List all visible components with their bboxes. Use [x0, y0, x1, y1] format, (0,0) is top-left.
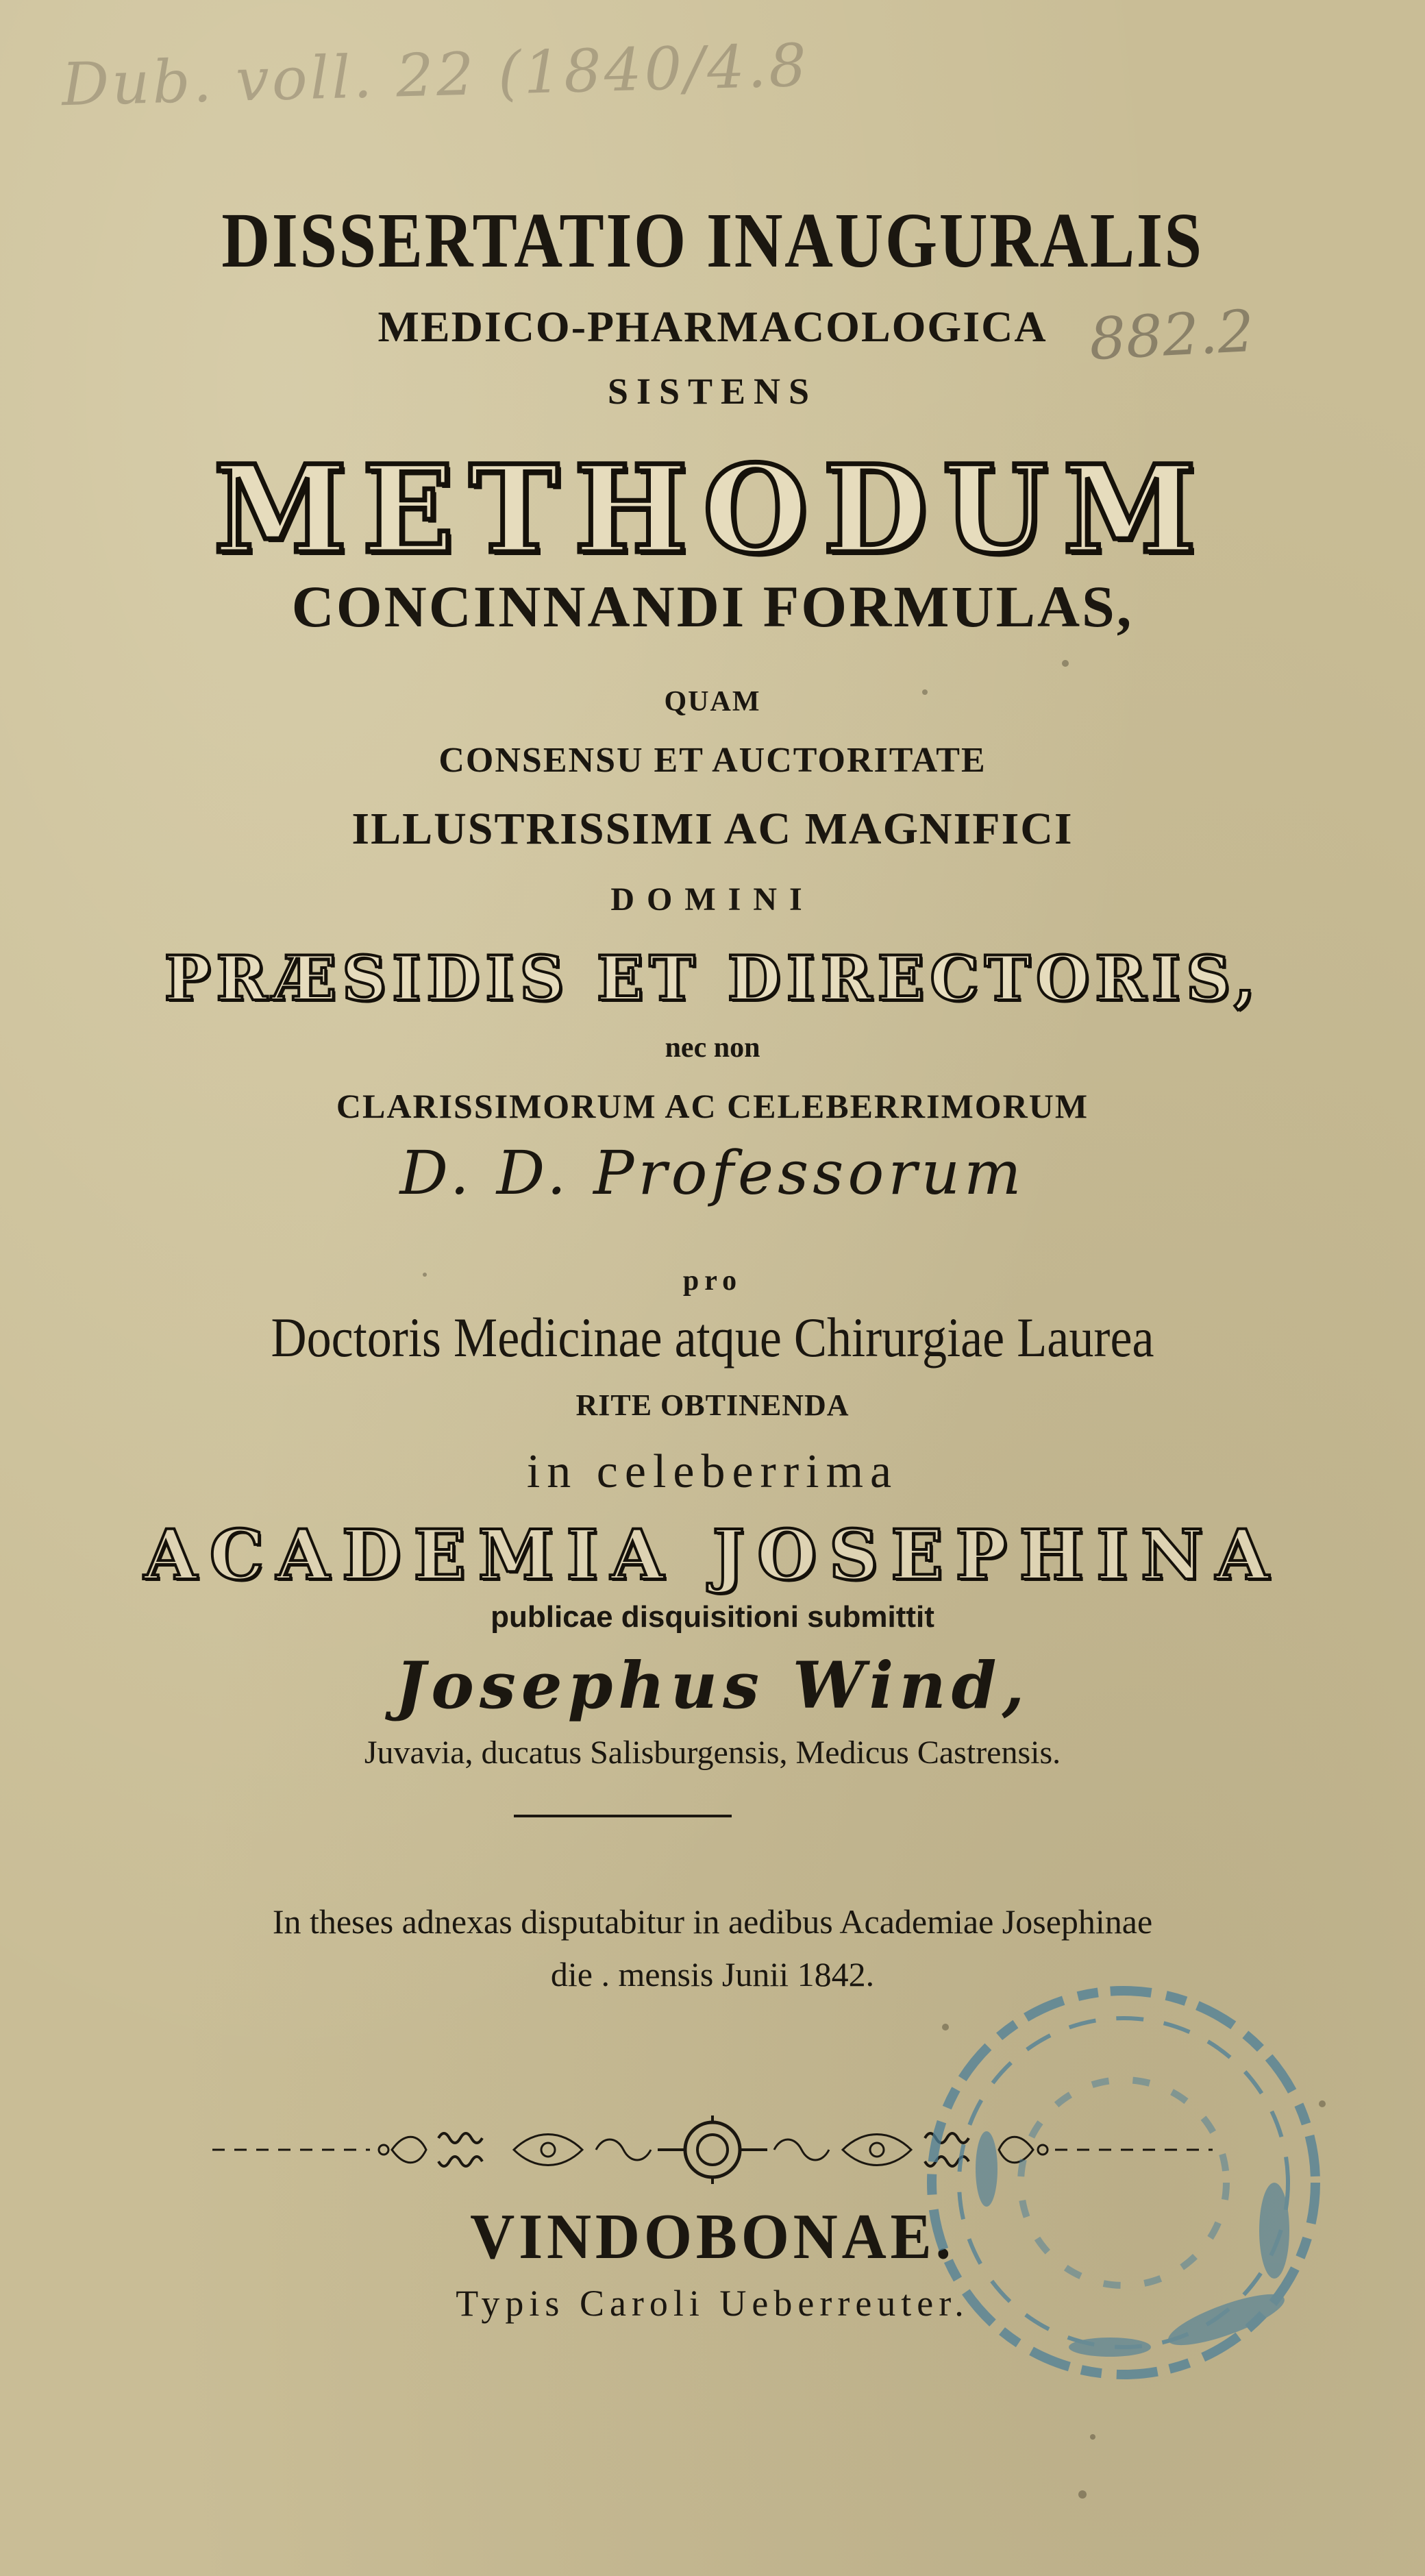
line-in-celeberrima: in celeberrima — [526, 1445, 899, 1498]
title-medico-pharmacologica: MEDICO-PHARMACOLOGICA — [377, 302, 1048, 351]
title-dissertatio: DISSERTATIO INAUGURALIS — [221, 197, 1204, 284]
imprint-printer: Typis Caroli Ueberreuter. — [456, 2283, 969, 2324]
handwritten-library-number: 882.2 — [1087, 297, 1256, 373]
line-pro: pro — [682, 1265, 743, 1297]
author-name: Josephus Wind, — [395, 1648, 1030, 1724]
line-professorum: D. D. Professorum — [399, 1138, 1026, 1208]
line-nec-non: nec non — [665, 1032, 760, 1064]
title-concinnandi-formulas: CONCINNANDI FORMULAS, — [291, 574, 1134, 639]
line-illustrissimi: ILLUSTRISSIMI AC MAGNIFICI — [351, 804, 1074, 854]
line-academia-josephina: ACADEMIA JOSEPHINA — [144, 1514, 1281, 1595]
library-stamp-icon — [904, 1963, 1343, 2402]
defense-line-1: In theses adnexas disputabitur in aedibus Academiae Josephinae — [272, 1902, 1153, 1941]
imprint-city: VINDOBONAE. — [470, 2201, 955, 2272]
line-praesidis: PRÆSIDIS ET DIRECTORIS, — [164, 942, 1261, 1015]
line-domini: DOMINI — [610, 881, 815, 918]
author-origin: Juvavia, ducatus Salisburgensis, Medicus Castrensis. — [364, 1734, 1061, 1771]
divider-rule — [514, 1815, 732, 1817]
line-publicae: publicae disquisitioni submittit — [491, 1600, 934, 1634]
handwritten-shelfmark: Dub. voll. 22 (1840/4.8 — [60, 31, 810, 120]
title-sistens: SISTENS — [607, 371, 818, 412]
line-rite-obtinenda: RITE OBTINENDA — [575, 1388, 850, 1422]
line-clarissimorum: CLARISSIMORUM AC CELEBERRIMORUM — [336, 1087, 1089, 1125]
defense-line-2: die . mensis Junii 1842. — [550, 1955, 875, 1994]
title-methodum: METHODUM — [213, 439, 1212, 580]
line-doctoris: Doctoris Medicinae atque Chirurgiae Laurea — [271, 1306, 1154, 1369]
line-quam: QUAM — [664, 686, 761, 717]
line-consensu: CONSENSU ET AUCTORITATE — [438, 741, 987, 780]
